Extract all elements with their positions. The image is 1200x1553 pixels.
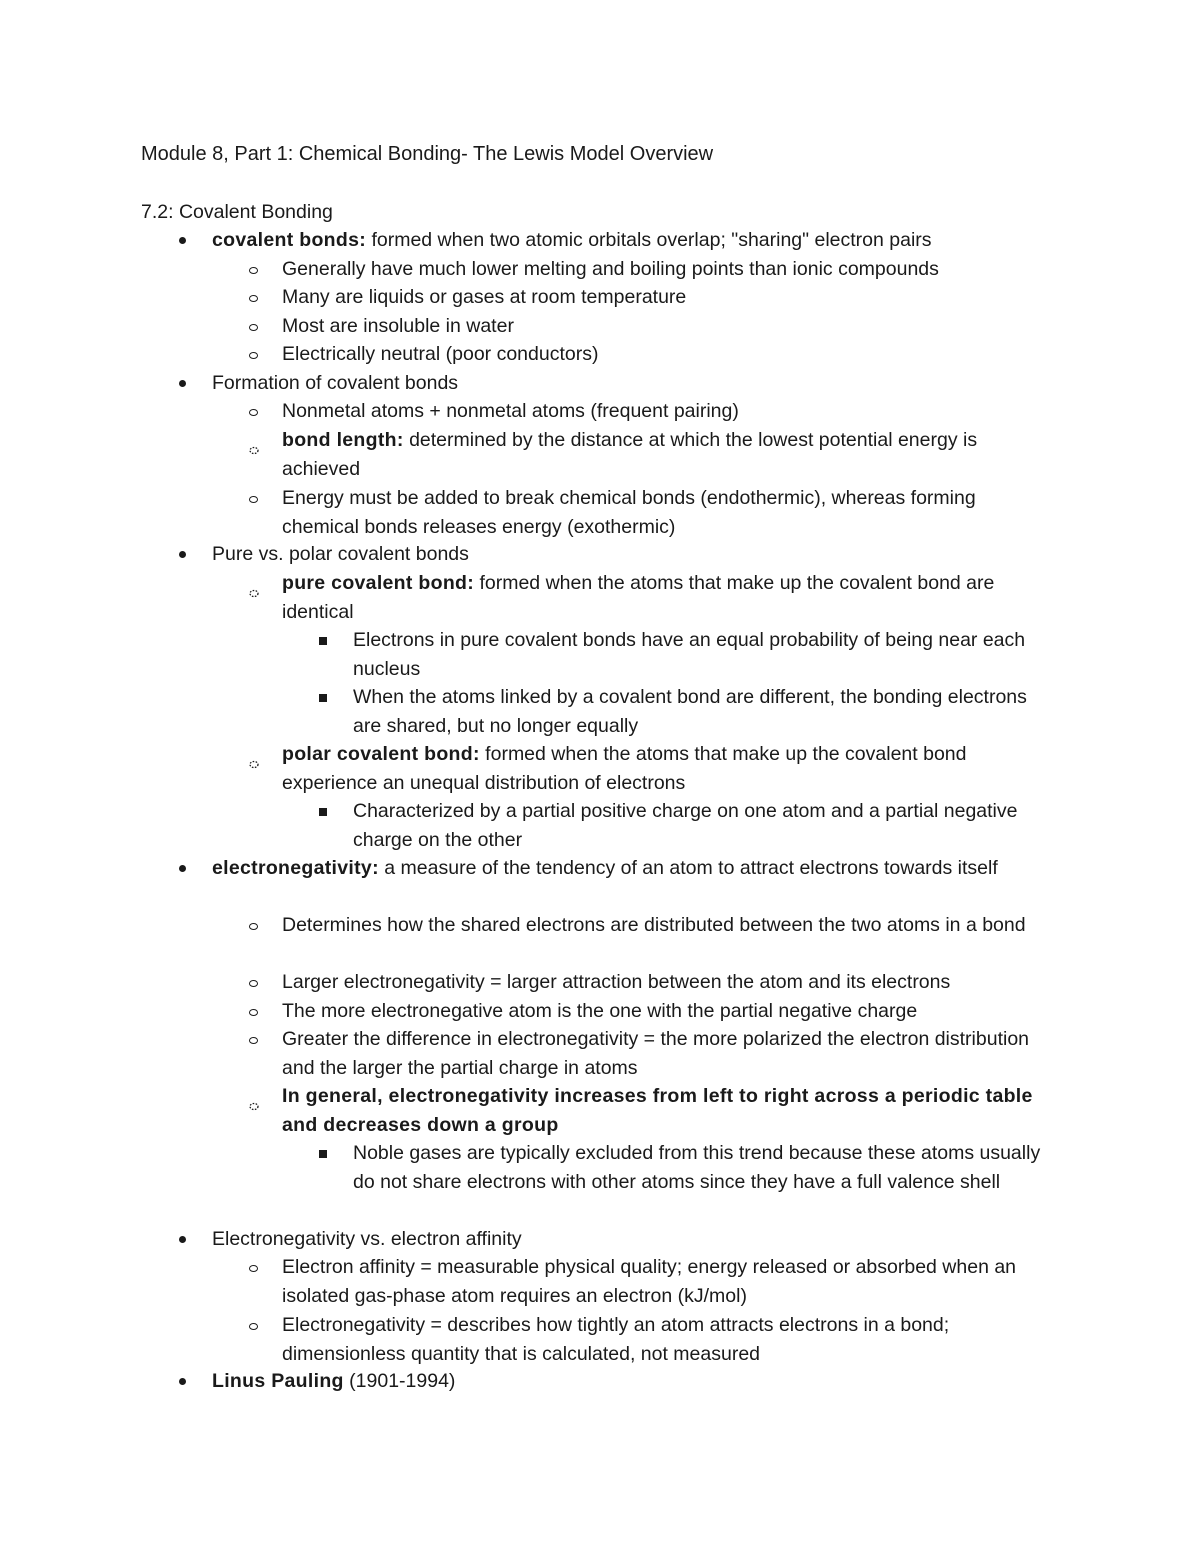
bullet-square-icon (319, 808, 327, 816)
item-text: Electronegativity vs. electron affinity (212, 1228, 522, 1250)
bullet-circle-icon (249, 1265, 258, 1272)
bold-term: covalent bonds: (212, 229, 367, 251)
list-item-level-3 (353, 797, 1058, 854)
list-item-level-2 (282, 1082, 1058, 1139)
bullet-square-icon (319, 1150, 327, 1158)
item-text: formed when the atoms that make up the covalent bond are identical (282, 572, 995, 623)
bullet-dot-icon (179, 1378, 186, 1385)
item-text: When the atoms linked by a covalent bond are different, the bonding electrons are shared, but no longer equally (353, 686, 1027, 737)
item-text: Characterized by a partial positive charge on one atom and a partial negative charge on the other (353, 800, 1018, 851)
bullet-dot-icon (179, 380, 186, 387)
item-text: Formation of covalent bonds (212, 372, 459, 394)
bullet-circle-icon (249, 352, 258, 359)
item-text: Electronegativity = describes how tightly an atom attracts electrons in a bond; dimensionless quantity that is calculated, not measured (282, 1314, 950, 1365)
bullet-circle-icon (249, 295, 258, 302)
item-text: Noble gases are typically excluded from this trend because these atoms usually do not share electrons with other atoms since they have a full valence shell (353, 1142, 1041, 1193)
list-item-level-2 (282, 397, 1058, 426)
section-heading: 7.2: Covalent Bonding (141, 201, 333, 223)
item-text: Most are insoluble in water (282, 315, 514, 337)
list-item-level-1 (212, 226, 1058, 255)
list-item-level-1 (212, 369, 1058, 398)
item-text: (1901-1994) (343, 1370, 456, 1392)
list-item-level-2 (282, 255, 1058, 284)
bold-term: bond length: (282, 429, 404, 451)
bullet-circle-icon (249, 1037, 258, 1044)
item-text: Electrically neutral (poor conductors) (282, 343, 599, 365)
bullet-dashed-circle-icon (249, 581, 259, 590)
bullet-circle-icon (249, 1009, 258, 1016)
list-item-level-3 (353, 683, 1058, 740)
item-text: Generally have much lower melting and boiling points than ionic compounds (282, 258, 939, 280)
bullet-dot-icon (179, 1236, 186, 1243)
item-text: Electron affinity = measurable physical quality; energy released or absorbed when an isolated gas-phase atom requires an electron (kJ/mol) (282, 1256, 1017, 1307)
list-item-level-2 (282, 312, 1058, 341)
bullet-circle-icon (249, 496, 258, 503)
bold-term: polar covalent bond: (282, 743, 480, 765)
bullet-dashed-circle-icon (249, 438, 259, 447)
bullet-circle-icon (249, 324, 258, 331)
bold-term: In general, electronegativity increases from left to right across a periodic table and decreases down a group (282, 1085, 1033, 1136)
list-item-level-2 (282, 1025, 1058, 1082)
bullet-circle-icon (249, 267, 258, 274)
bold-term: pure covalent bond: (282, 572, 475, 594)
list-item-level-3 (353, 1139, 1058, 1196)
bullet-square-icon (319, 637, 327, 645)
bullet-circle-icon (249, 923, 258, 930)
item-text: Energy must be added to break chemical bonds (endothermic), whereas forming chemical bonds releases energy (exothermic) (282, 487, 976, 538)
bullet-dot-icon (179, 237, 186, 244)
list-item-level-1 (212, 1225, 1058, 1254)
item-text: formed when the atoms that make up the covalent bond experience an unequal distribution of electrons (282, 743, 967, 794)
list-item-level-3 (353, 626, 1058, 683)
list-item-level-1 (212, 540, 1058, 569)
item-text: formed when two atomic orbitals overlap; "sharing" electron pairs (366, 229, 932, 251)
item-text: Many are liquids or gases at room temperature (282, 286, 687, 308)
bullet-circle-icon (249, 1323, 258, 1330)
item-text: Pure vs. polar covalent bonds (212, 543, 469, 565)
list-item-level-2 (282, 484, 1058, 541)
item-text: Larger electronegativity = larger attraction between the atom and its electrons (282, 971, 951, 993)
list-item-level-2 (282, 1311, 1058, 1368)
list-item-level-1 (212, 854, 1058, 883)
bullet-circle-icon (249, 409, 258, 416)
bullet-dot-icon (179, 551, 186, 558)
item-text: Greater the difference in electronegativity = the more polarized the electron distribution and the larger the partial charge in atoms (282, 1028, 1030, 1079)
bullet-circle-icon (249, 980, 258, 987)
list-item-level-2 (282, 911, 1058, 940)
item-text: a measure of the tendency of an atom to attract electrons towards itself (378, 857, 998, 879)
list-item-level-2 (282, 968, 1058, 997)
bullet-dot-icon (179, 865, 186, 872)
item-text: determined by the distance at which the lowest potential energy is achieved (282, 429, 978, 480)
item-text: Determines how the shared electrons are distributed between the two atoms in a bond (282, 914, 1026, 936)
bold-term: electronegativity: (212, 857, 379, 879)
list-item-level-2 (282, 569, 1058, 626)
bullet-square-icon (319, 694, 327, 702)
bullet-dashed-circle-icon (249, 1094, 259, 1103)
list-item-level-2 (282, 997, 1058, 1026)
item-text: The more electronegative atom is the one with the partial negative charge (282, 1000, 918, 1022)
item-text: Nonmetal atoms + nonmetal atoms (frequent pairing) (282, 400, 739, 422)
bullet-dashed-circle-icon (249, 752, 259, 761)
document-title: Module 8, Part 1: Chemical Bonding- The Lewis Model Overview (141, 143, 714, 165)
bold-term: Linus Pauling (212, 1370, 344, 1392)
list-item-level-2 (282, 340, 1058, 369)
list-item-level-2 (282, 1253, 1058, 1310)
item-text: Electrons in pure covalent bonds have an equal probability of being near each nucleus (353, 629, 1026, 680)
list-item-level-2 (282, 426, 1058, 483)
list-item-level-2 (282, 740, 1058, 797)
list-item-level-2 (282, 283, 1058, 312)
list-item-level-1 (212, 1367, 1058, 1396)
